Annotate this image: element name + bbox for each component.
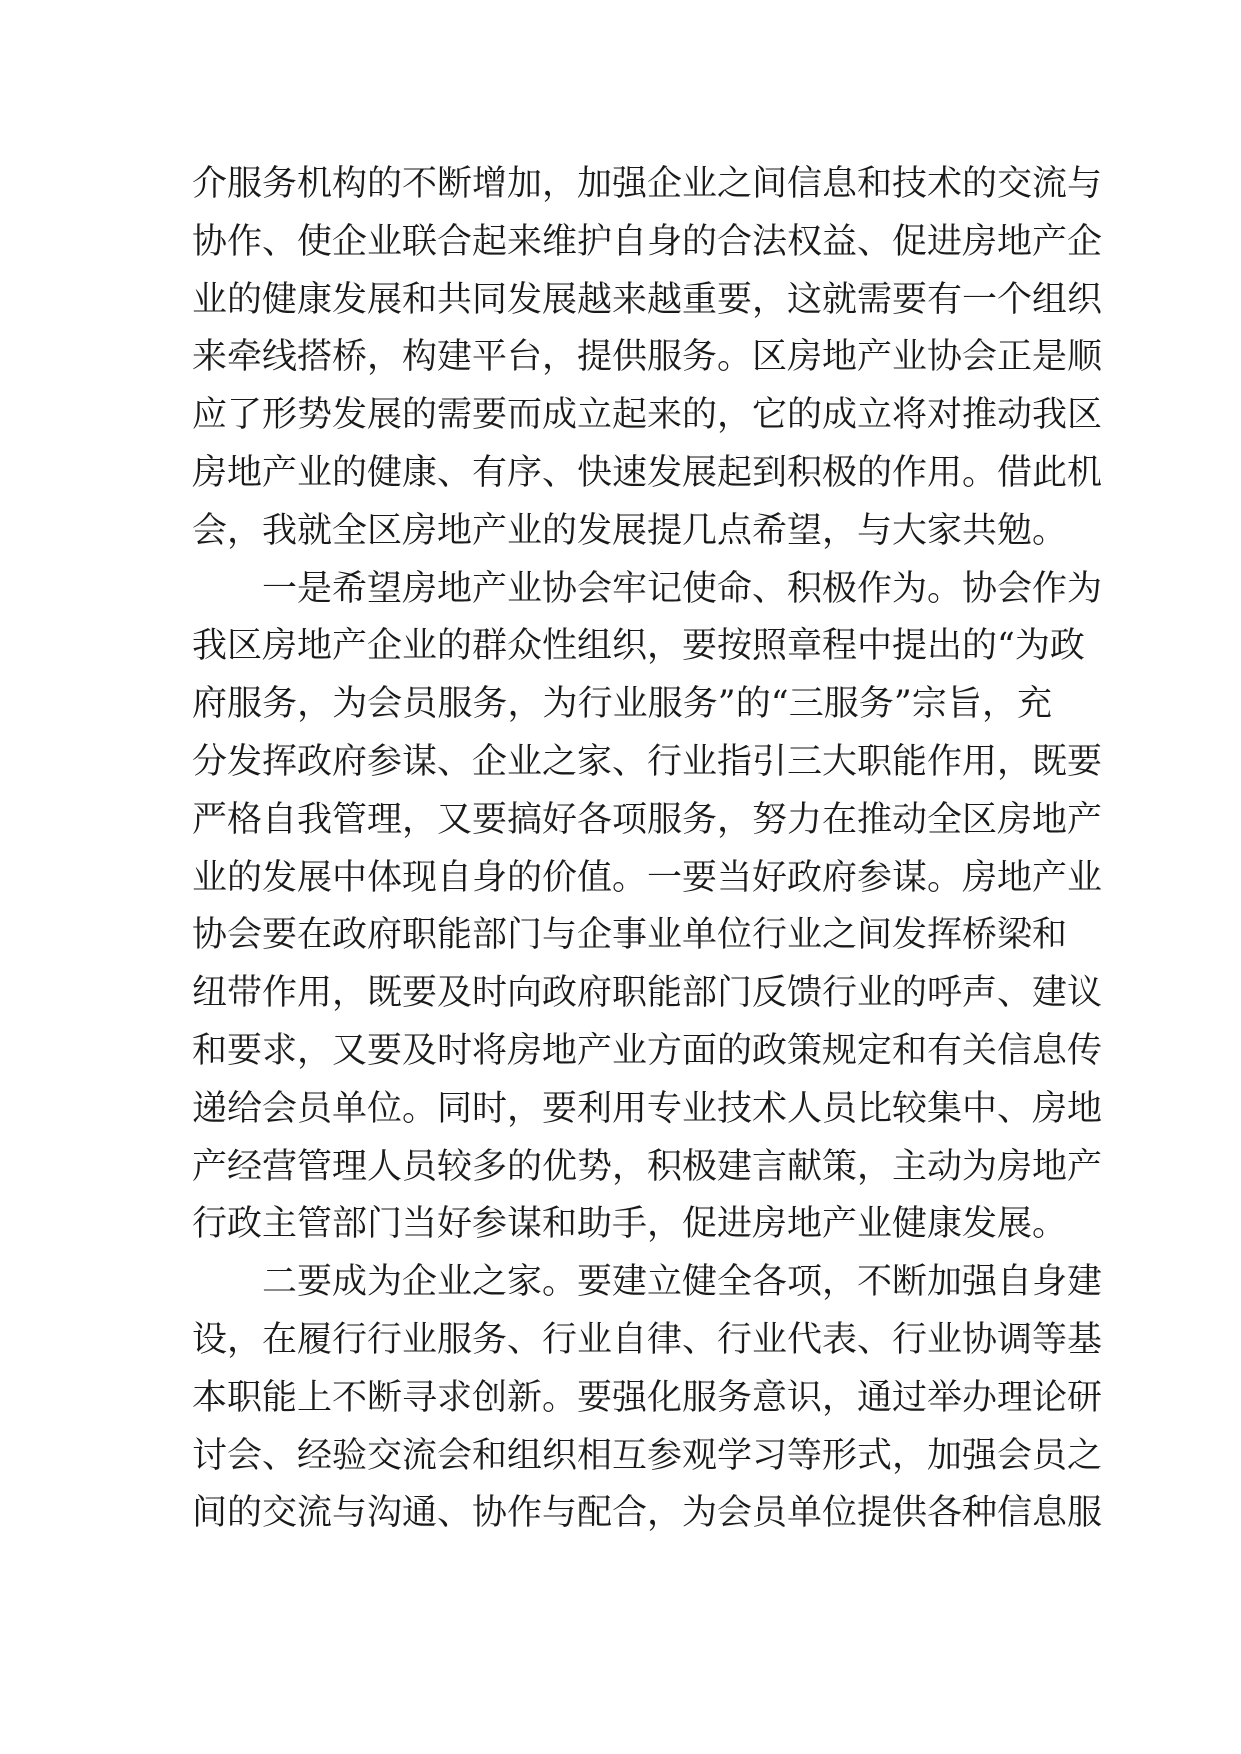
text-line: 业的健康发展和共同发展越来越重要，这就需要有一个组织 (192, 279, 1103, 320)
text-line: 和要求，又要及时将房地产业方面的政策规定和有关信息传 (192, 1030, 1103, 1071)
text-line: 分发挥政府参谋、企业之家、行业指引三大职能作用，既要 (192, 741, 1103, 782)
text-line: 房地产业的健康、有序、快速发展起到积极的作用。借此机 (192, 452, 1103, 493)
text-line: 纽带作用，既要及时向政府职能部门反馈行业的呼声、建议 (192, 973, 1103, 1014)
text-line: 介服务机构的不断增加，加强企业之间信息和技术的交流与 (192, 164, 1103, 204)
paragraph-3 (192, 1254, 1103, 1543)
text-line: 协会要在政府职能部门与企事业单位行业之间发挥桥梁和 (192, 915, 1068, 956)
paragraph-2 (192, 561, 1103, 1255)
text-line: 会，我就全区房地产业的发展提几点希望，与大家共勉。 (192, 510, 1068, 551)
text-line: 府服务，为会员服务，为行业服务”的“三服务”宗旨，充 (192, 684, 1052, 725)
text-line: 协作、使企业联合起来维护自身的合法权益、促进房地产企 (192, 221, 1103, 262)
text-line: 来牵线搭桥，构建平台，提供服务。区房地产业协会正是顺 (192, 337, 1103, 378)
text-line: 讨会、经验交流会和组织相互参观学习等形式，加强会员之 (192, 1435, 1103, 1476)
text-line: 一是希望房地产业协会牢记使命、积极作为。协会作为 (262, 568, 1103, 609)
text-line: 业的发展中体现自身的价值。一要当好政府参谋。房地产业 (192, 857, 1103, 898)
text-line: 产经营管理人员较多的优势，积极建言献策，主动为房地产 (192, 1146, 1103, 1187)
text-line: 行政主管部门当好参谋和助手，促进房地产业健康发展。 (192, 1204, 1068, 1245)
text-line: 设，在履行行业服务、行业自律、行业代表、行业协调等基 (192, 1319, 1103, 1360)
text-line: 间的交流与沟通、协作与配合，为会员单位提供各种信息服 (192, 1493, 1103, 1534)
text-line: 严格自我管理，又要搞好各项服务，努力在推动全区房地产 (192, 799, 1103, 840)
document-page (192, 156, 1103, 1543)
text-line: 我区房地产企业的群众性组织，要按照章程中提出的“为政 (192, 626, 1085, 667)
text-line: 本职能上不断寻求创新。要强化服务意识，通过举办理论研 (192, 1377, 1103, 1418)
text-line: 二要成为企业之家。要建立健全各项，不断加强自身建 (262, 1262, 1103, 1303)
text-line: 应了形势发展的需要而成立起来的，它的成立将对推动我区 (192, 395, 1103, 436)
text-line: 递给会员单位。同时，要利用专业技术人员比较集中、房地 (192, 1088, 1103, 1129)
paragraph-1 (192, 156, 1103, 561)
